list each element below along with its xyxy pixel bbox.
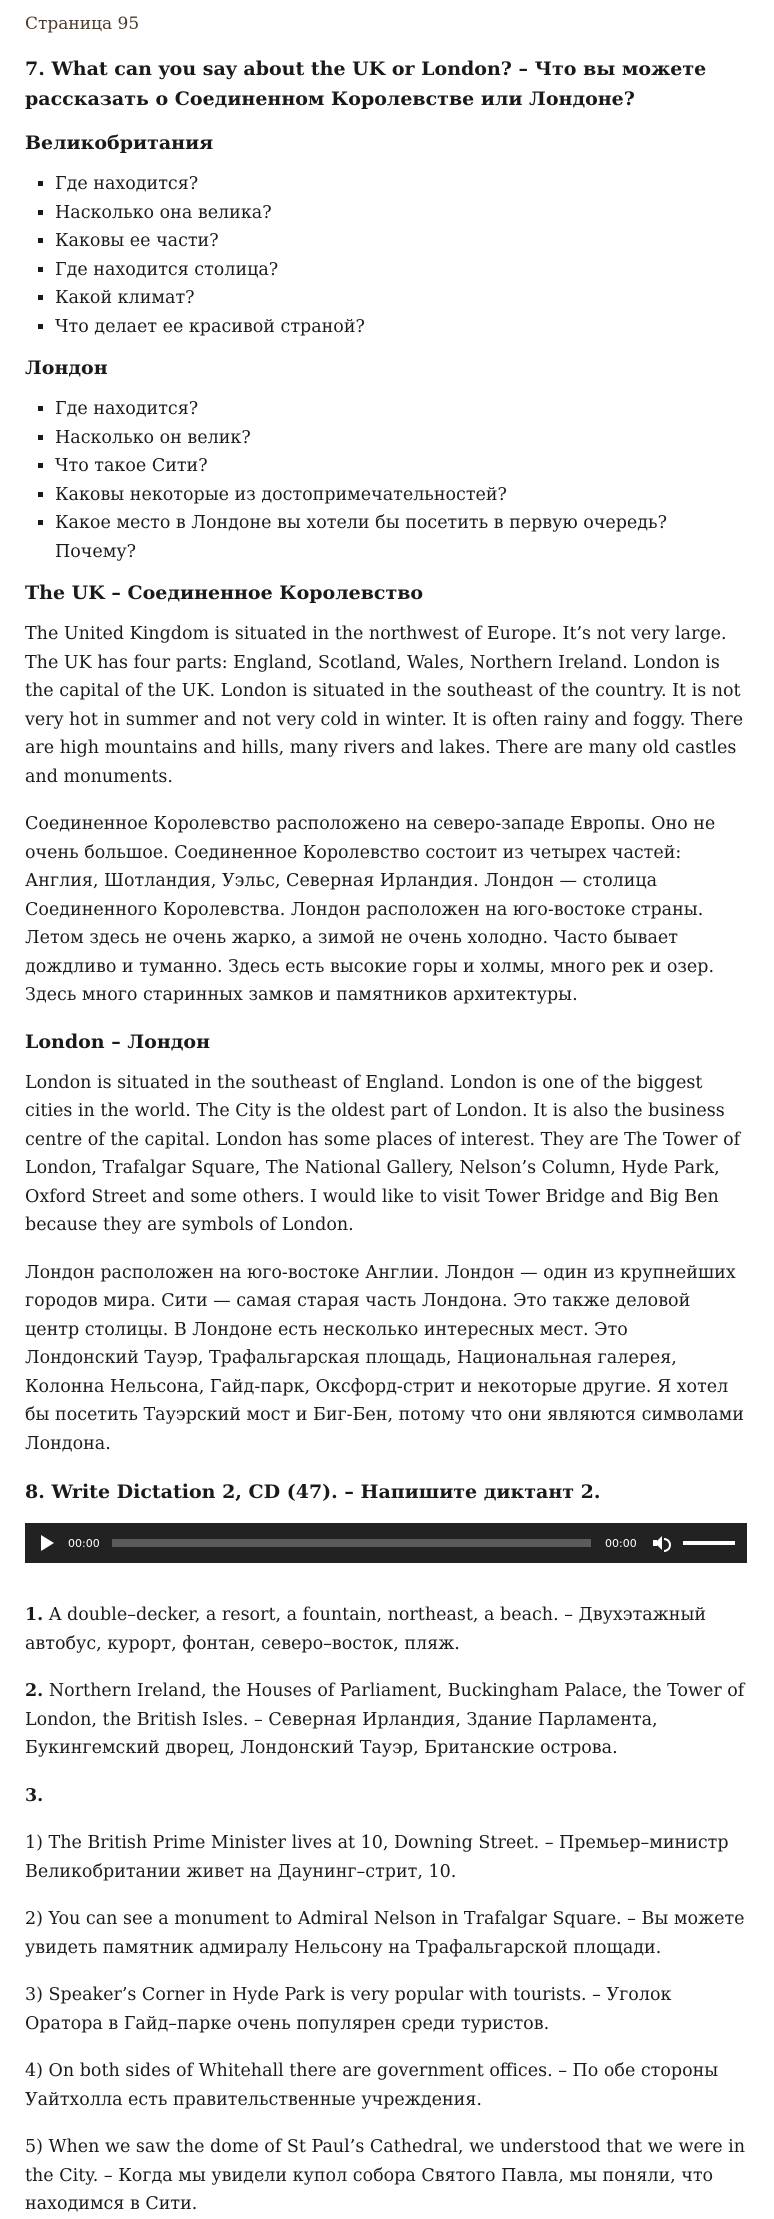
exercise-8-heading: 8. Write Dictation 2, CD (47). – Напишите диктант 2. bbox=[25, 1481, 601, 1503]
london-russian-paragraph: Лондон расположен на юго-востоке Англии. Лондон — один из крупнейших городов мира. Сити — самая старая часть Лондона. Это также деловой центр столицы. В Лондоне есть несколько интересных мест. Это Лондонский Тауэр, Трафальгарская площадь, Национальная галерея, Колонна Нельсона, Гайд-парк, Оксфорд-стрит и некоторые другие. Я хотел бы посетить Тауэрский мост и Биг-Бен, потому что они являются символами Лондона. bbox=[25, 1262, 744, 1454]
sentence: 3) Speaker’s Corner in Hyde Park is very popular with tourists. – Уголок Оратора в Гайд–парке очень популярен среди туристов. bbox=[25, 1985, 672, 2034]
list-item: ▪ Где находится? bbox=[55, 395, 747, 424]
uk-russian-paragraph: Соединенное Королевство расположено на северо-западе Европы. Оно не очень большое. Соединенное Королевство состоит из четырех частей: Англия, Шотландия, Уэльс, Северная Ирландия. Лондон — столица Соединенного Королевства. Лондон расположен на юго-востоке страны. Летом здесь не очень жарко, а зимой не очень холодно. Часто бывает дождливо и туманно. Здесь есть высокие горы и холмы, много рек и озер. Здесь много старинных замков и памятников архитектуры. bbox=[25, 814, 716, 1005]
dictation-3-number bbox=[25, 1782, 747, 1811]
uk-section-title: The UK – Соединенное Королевство bbox=[25, 582, 424, 604]
list-item: ▪ Какое место в Лондоне вы хотели бы посетить в первую очередь? Почему? bbox=[55, 509, 747, 566]
list-item: ▪ Каковы некоторые из достопримечательностей? bbox=[55, 481, 747, 510]
list-item: ▪ Где находится? bbox=[55, 170, 747, 199]
dictation-2 bbox=[25, 1677, 747, 1763]
london-questions-heading: Лондон bbox=[25, 357, 108, 379]
dictation-3-label: 3. bbox=[25, 1785, 44, 1806]
list-item: ▪ Что такое Сити? bbox=[55, 452, 747, 481]
sentence: 4) On both sides of Whitehall there are government offices. – По обе стороны Уайтхолла есть правительственные учреждения. bbox=[25, 2061, 719, 2110]
list-item: ▪ Насколько он велик? bbox=[55, 424, 747, 453]
dictation-2-number: 2. bbox=[25, 1681, 44, 1701]
volume-slider[interactable] bbox=[683, 1541, 735, 1545]
play-icon[interactable] bbox=[41, 1535, 54, 1551]
list-item: ▪ Где находится столица? bbox=[55, 256, 747, 285]
dictation-1 bbox=[25, 1601, 747, 1658]
list-item: ▪ Каковы ее части? bbox=[55, 227, 747, 256]
sentence: 5) When we saw the dome of St Paul’s Cathedral, we understood that we were in the City. – Когда мы увидели купол собора Святого Павла, мы поняли, что находимся в Сити. bbox=[25, 2137, 745, 2214]
list-item: ▪ Насколько она велика? bbox=[55, 199, 747, 228]
london-questions-list bbox=[25, 395, 747, 566]
duration-time: 00:00 bbox=[605, 1536, 637, 1550]
dictation-1-number: 1. bbox=[25, 1605, 44, 1625]
list-item: ▪ Что делает ее красивой страной? bbox=[55, 313, 747, 342]
uk-english-paragraph: The United Kingdom is situated in the northwest of Europe. It’s not very large. The UK has four parts: England, Scotland, Wales, Northern Ireland. London is the capital of the UK. London is situated in the southeast of the country. It is not very hot in summer and not very cold in winter. It is often rainy and foggy. There are high mountains and hills, many rivers and lakes. There are many old castles and monuments. bbox=[25, 624, 744, 787]
volume-icon[interactable] bbox=[653, 1535, 673, 1551]
sentence: 2) You can see a monument to Admiral Nelson in Trafalgar Square. – Вы можете увидеть памятник адмиралу Нельсону на Трафальгарской площади. bbox=[25, 1909, 745, 1958]
london-english-paragraph: London is situated in the southeast of England. London is one of the biggest cities in the world. The City is the oldest part of London. It is also the business centre of the capital. London has some places of interest. They are The Tower of London, Trafalgar Square, The National Gallery, Nelson’s Column, Hyde Park, Oxford Street and some others. I would like to visit Tower Bridge and Big Ben because they are symbols of London. bbox=[25, 1072, 741, 1235]
exercise-7-heading: 7. What can you say about the UK or London? – Что вы можете рассказать о Соединенном Королевстве или Лондоне? bbox=[25, 58, 707, 110]
list-item: ▪ Какой климат? bbox=[55, 284, 747, 313]
dictation-1-text: A double–decker, a resort, a fountain, northeast, a beach. – Двухэтажный автобус, курорт, фонтан, северо–восток, пляж. bbox=[25, 1605, 707, 1654]
audio-player bbox=[25, 1523, 747, 1563]
uk-questions-heading: Великобритания bbox=[25, 132, 214, 154]
current-time: 00:00 bbox=[68, 1536, 100, 1550]
uk-questions-list bbox=[25, 170, 747, 341]
page-number-label: Страница 95 bbox=[25, 14, 140, 34]
london-section-title: London – Лондон bbox=[25, 1030, 210, 1053]
sentence: 1) The British Prime Minister lives at 10, Downing Street. – Премьер–министр Великобритании живет на Даунинг–стрит, 10. bbox=[25, 1833, 729, 1882]
audio-progress-track[interactable] bbox=[112, 1539, 591, 1547]
dictation-2-text: Northern Ireland, the Houses of Parliament, Buckingham Palace, the Tower of London, the British Isles. – Северная Ирландия, Здание Парламента, Букингемский дворец, Лондонский Тауэр, Британские острова. bbox=[25, 1681, 745, 1758]
